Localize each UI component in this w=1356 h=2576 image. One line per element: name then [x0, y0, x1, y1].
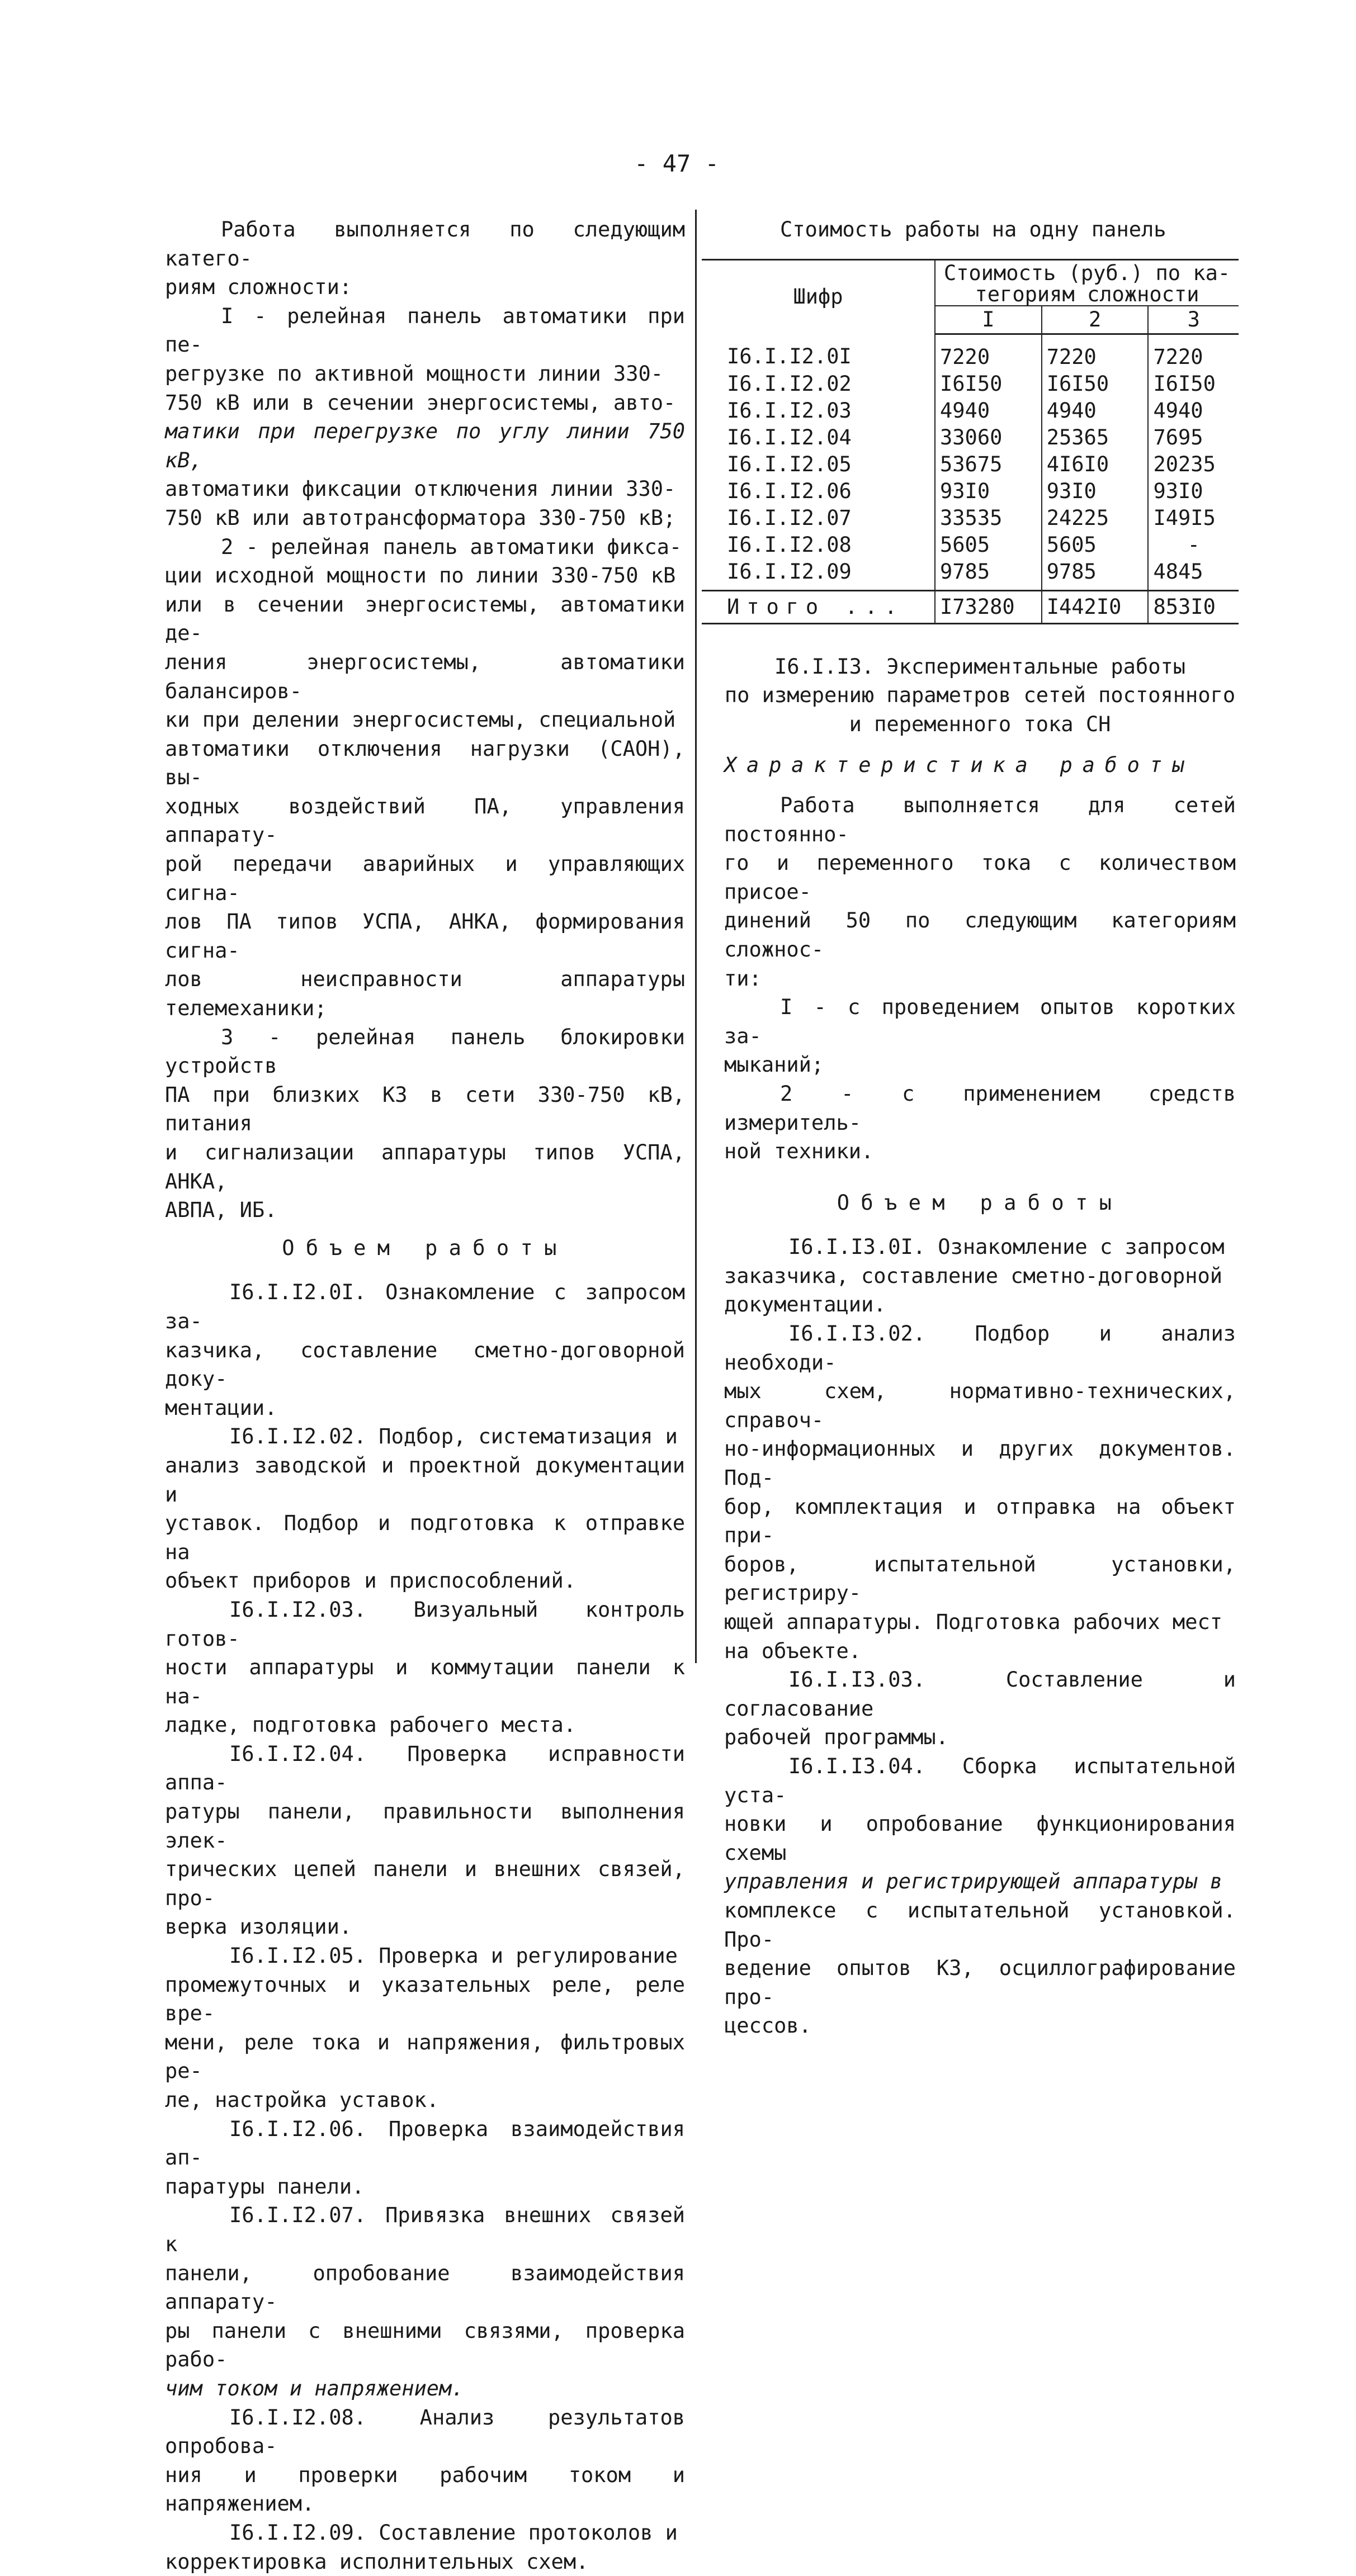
row-value-3: 7220 [1148, 334, 1239, 371]
header-group-line1: Стоимость (руб.) по ка- [940, 263, 1234, 284]
work-item-line: рабочей программы. [724, 1723, 1236, 1752]
row-value-2: 5605 [1042, 532, 1149, 558]
text-line: или в сечении энергосистемы, автоматики де- [165, 590, 685, 648]
work-item [165, 1422, 685, 1595]
work-item-line: I6.I.I2.0I. Ознакомление с запросом за- [165, 1278, 685, 1336]
characteristic-text [724, 791, 1236, 1166]
row-value-2: I6I50 [1042, 371, 1149, 397]
row-value-3: 93I0 [1148, 478, 1239, 505]
work-item-line: заказчика, составление сметно-договорной [724, 1262, 1236, 1291]
table-row [702, 532, 1239, 558]
work-item [165, 2115, 685, 2201]
work-item-line: ратуры панели, правильности выполнения элек- [165, 1797, 685, 1855]
row-code: I6.I.I2.08 [702, 532, 935, 558]
section-heading-line: и переменного тока СН [724, 710, 1236, 739]
text-line: 2 - с применением средств измеритель- [724, 1079, 1236, 1137]
work-item-line: мых схем, нормативно-технических, справоч- [724, 1377, 1236, 1434]
row-code: I6.I.I2.0I [702, 334, 935, 371]
work-item-line: ладке, подготовка рабочего места. [165, 1711, 685, 1740]
header-category-2: 2 [1042, 306, 1149, 334]
work-item-line: уставок. Подбор и подготовка к отправке на [165, 1509, 685, 1566]
cost-table-body [702, 334, 1239, 590]
row-value-3: 7695 [1148, 424, 1239, 451]
work-item [165, 1595, 685, 1740]
work-item-line: I6.I.I2.06. Проверка взаимодействия ап- [165, 2115, 685, 2172]
work-item-line: на объекте. [724, 1637, 1236, 1666]
column-divider [695, 210, 697, 1663]
row-value-3: I6I50 [1148, 371, 1239, 397]
text-line: 750 кВ или автотрансформатора 330-750 кВ; [165, 504, 685, 533]
work-item-line: I6.I.I2.09. Составление протоколов и [165, 2518, 685, 2547]
text-line: 3 - релейная панель блокировки устройств [165, 1023, 685, 1081]
table-row [702, 424, 1239, 451]
text-line: ной техники. [724, 1137, 1236, 1166]
left-section-title: Объем работы [165, 1234, 685, 1263]
row-value-2: 24225 [1042, 505, 1149, 532]
text-line: динений 50 по следующим категориям сложнос- [724, 906, 1236, 964]
work-item-line: корректировка исполнительных схем. [165, 2547, 685, 2576]
header-group-line2: тегориям сложности [940, 284, 1234, 305]
row-value-2: 25365 [1042, 424, 1149, 451]
section-heading [724, 652, 1236, 739]
row-value-1: 33535 [935, 505, 1042, 532]
text-line: автоматики фиксации отключения линии 330- [165, 475, 685, 504]
text-line: Работа выполняется по следующим катего- [165, 215, 685, 273]
table-row [702, 371, 1239, 397]
work-item-line: трических цепей панели и внешних связей, про- [165, 1855, 685, 1912]
row-code: I6.I.I2.09 [702, 558, 935, 591]
table-row [702, 478, 1239, 505]
right-items [724, 1233, 1236, 2040]
total-label: Итого ... [702, 590, 935, 623]
work-item-line: казчика, составление сметно-договорной доку- [165, 1336, 685, 1394]
work-item [165, 2201, 685, 2403]
row-value-1: 7220 [935, 334, 1042, 371]
work-item-line: I6.I.I2.08. Анализ результатов опробова- [165, 2403, 685, 2461]
row-value-1: 93I0 [935, 478, 1042, 505]
row-value-1: 53675 [935, 451, 1042, 478]
work-item [165, 2403, 685, 2518]
work-item-line: ле, настройка уставок. [165, 2086, 685, 2115]
left-column [165, 215, 685, 2576]
table-row [702, 505, 1239, 532]
row-value-1: 33060 [935, 424, 1042, 451]
row-value-1: 9785 [935, 558, 1042, 591]
work-item [165, 1278, 685, 1422]
work-item-line: но-информационных и других документов. Под- [724, 1434, 1236, 1492]
work-item [724, 1752, 1236, 2040]
work-item-line: ры панели с внешними связями, проверка рабо- [165, 2317, 685, 2374]
text-line: мыканий; [724, 1050, 1236, 1079]
text-line: ления энергосистемы, автоматики балансиров- [165, 648, 685, 705]
text-line: матики при перегрузке по углу линии 750 кВ, [165, 417, 685, 475]
right-section-title: Объем работы [724, 1188, 1236, 1218]
text-line: ки при делении энергосистемы, специальной [165, 705, 685, 735]
text-line: лов неисправности аппаратуры телемеханики; [165, 965, 685, 1022]
page-number: - 47 - [621, 150, 733, 177]
row-code: I6.I.I2.05 [702, 451, 935, 478]
work-item-line: I6.I.I2.03. Визуальный контроль готов- [165, 1595, 685, 1653]
total-row [702, 590, 1239, 623]
work-item-line: ментации. [165, 1394, 685, 1423]
work-item-line: панели, опробование взаимодействия аппарату- [165, 2259, 685, 2317]
work-item [165, 1942, 685, 2115]
row-value-2: 4940 [1042, 397, 1149, 424]
work-item-line: мени, реле тока и напряжения, фильтровых ре- [165, 2028, 685, 2086]
work-item [165, 2518, 685, 2576]
header-category-1: I [935, 306, 1042, 334]
left-intro [165, 215, 685, 1225]
row-value-2: 93I0 [1042, 478, 1149, 505]
work-item-line: анализ заводской и проектной документации и [165, 1451, 685, 1509]
table-row [702, 558, 1239, 591]
work-item-line: I6.I.I3.0I. Ознакомление с запросом [724, 1233, 1236, 1262]
work-item-line: I6.I.I2.07. Привязка внешних связей к [165, 2201, 685, 2258]
cost-table [702, 259, 1239, 624]
row-code: I6.I.I2.04 [702, 424, 935, 451]
work-item-line: I6.I.I3.02. Подбор и анализ необходи- [724, 1319, 1236, 1377]
row-code: I6.I.I2.03 [702, 397, 935, 424]
section-heading-line: по измерению параметров сетей постоянного [724, 681, 1236, 710]
work-item-line: ведение опытов КЗ, осциллографирование про- [724, 1954, 1236, 2011]
total-value-1: I73280 [935, 590, 1042, 623]
work-item-line: ющей аппаратуры. Подготовка рабочих мест [724, 1608, 1236, 1637]
text-line: 2 - релейная панель автоматики фикса- [165, 533, 685, 562]
header-group [935, 259, 1239, 306]
left-items [165, 1278, 685, 2576]
text-line: I - с проведением опытов коротких за- [724, 993, 1236, 1050]
work-item-line: I6.I.I2.04. Проверка исправности аппа- [165, 1740, 685, 1797]
text-line: I - релейная панель автоматики при пе- [165, 302, 685, 359]
text-line: Работа выполняется для сетей постоянно- [724, 791, 1236, 849]
right-column [724, 215, 1236, 2040]
row-value-2: 4I6I0 [1042, 451, 1149, 478]
work-item-line: паратуры панели. [165, 2172, 685, 2201]
row-value-2: 9785 [1042, 558, 1149, 591]
work-item-line: ния и проверки рабочим током и напряжением. [165, 2461, 685, 2518]
work-item [724, 1665, 1236, 1752]
work-item-line: документации. [724, 1290, 1236, 1319]
work-item-line: I6.I.I2.05. Проверка и регулирование [165, 1942, 685, 1971]
row-value-1: I6I50 [935, 371, 1042, 397]
row-value-3: - [1148, 532, 1239, 558]
table-row [702, 397, 1239, 424]
text-line: ПА при близких КЗ в сети 330-750 кВ, питания [165, 1081, 685, 1138]
total-value-3: 853I0 [1148, 590, 1239, 623]
work-item-line: I6.I.I3.03. Составление и согласование [724, 1665, 1236, 1723]
work-item-line: боров, испытательной установки, регистриру- [724, 1550, 1236, 1608]
work-item-line: промежуточных и указательных реле, реле вре- [165, 1971, 685, 2028]
header-category-3: 3 [1148, 306, 1239, 334]
work-item-line: верка изоляции. [165, 1912, 685, 1942]
work-item-line: I6.I.I2.02. Подбор, систематизация и [165, 1422, 685, 1451]
row-value-1: 5605 [935, 532, 1042, 558]
text-line: автоматики отключения нагрузки (САОН), вы- [165, 735, 685, 792]
text-line: лов ПА типов УСПА, АНКА, формирования сигна- [165, 907, 685, 965]
text-line: регрузке по активной мощности линии 330- [165, 359, 685, 389]
table-row [702, 451, 1239, 478]
text-line: го и переменного тока с количеством присое- [724, 849, 1236, 906]
text-line: ти: [724, 964, 1236, 993]
work-item-line: комплексе с испытательной установкой. Про- [724, 1896, 1236, 1954]
row-code: I6.I.I2.06 [702, 478, 935, 505]
work-item-line: объект приборов и приспособлений. [165, 1566, 685, 1595]
row-code: I6.I.I2.07 [702, 505, 935, 532]
text-line: риям сложности: [165, 273, 685, 302]
text-line: рой передачи аварийных и управляющих сигна- [165, 850, 685, 907]
row-value-3: I49I5 [1148, 505, 1239, 532]
work-item-line: I6.I.I3.04. Сборка испытательной уста- [724, 1752, 1236, 1810]
work-item-line: бор, комплектация и отправка на объект при- [724, 1493, 1236, 1550]
text-line: ции исходной мощности по линии 330-750 кВ [165, 561, 685, 590]
row-value-3: 4845 [1148, 558, 1239, 591]
text-line: и сигнализации аппаратуры типов УСПА, АНКА, [165, 1138, 685, 1196]
work-item-line: чим током и напряжением. [165, 2374, 685, 2403]
work-item-line: новки и опробование функционирования схемы [724, 1810, 1236, 1867]
header-code: Шифр [702, 259, 935, 334]
total-value-2: I442I0 [1042, 590, 1149, 623]
text-line: АВПА, ИБ. [165, 1196, 685, 1225]
work-item [724, 1319, 1236, 1665]
work-item-line: управления и регистрирующей аппаратуры в [724, 1867, 1236, 1896]
row-value-3: 20235 [1148, 451, 1239, 478]
characteristic-title: Характеристика работы [724, 751, 1236, 780]
table-title: Стоимость работы на одну панель [724, 215, 1236, 244]
row-value-3: 4940 [1148, 397, 1239, 424]
table-row [702, 334, 1239, 371]
row-value-2: 7220 [1042, 334, 1149, 371]
text-line: ходных воздействий ПА, управления аппарату- [165, 792, 685, 850]
work-item [724, 1233, 1236, 1319]
work-item-line: цессов. [724, 2011, 1236, 2040]
work-item-line: ности аппаратуры и коммутации панели к на- [165, 1653, 685, 1711]
row-code: I6.I.I2.02 [702, 371, 935, 397]
text-line: 750 кВ или в сечении энергосистемы, авто- [165, 389, 685, 418]
work-item [165, 1740, 685, 1942]
section-heading-line: I6.I.I3. Экспериментальные работы [724, 652, 1236, 681]
row-value-1: 4940 [935, 397, 1042, 424]
